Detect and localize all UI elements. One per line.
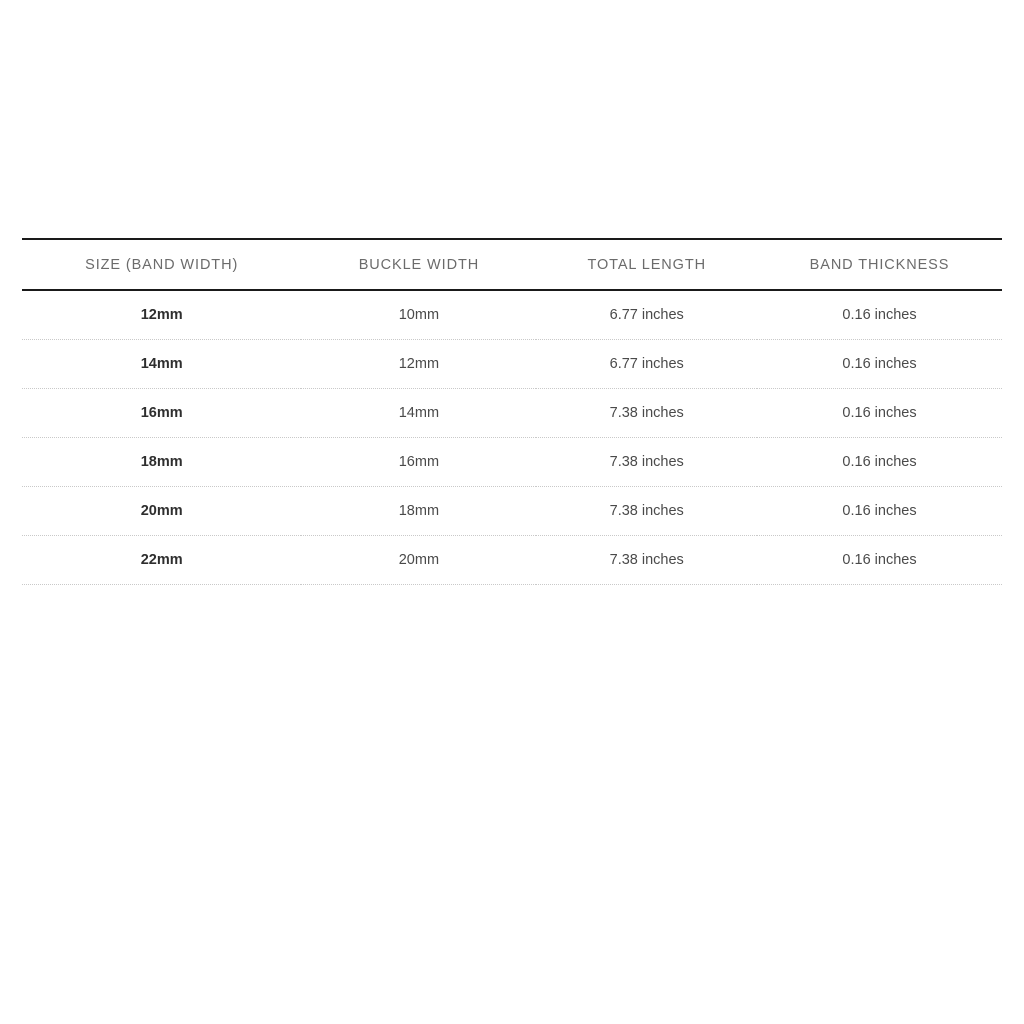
cell-buckle-width: 16mm	[301, 438, 536, 487]
column-header-buckle-width: BUCKLE WIDTH	[358, 257, 480, 273]
table-row	[22, 340, 1002, 389]
cell-buckle-width: 12mm	[301, 340, 536, 389]
cell-band-thickness: 0.16 inches	[757, 340, 1002, 389]
cell-band-thickness: 0.16 inches	[757, 389, 1002, 438]
cell-total-length: 7.38 inches	[536, 389, 757, 438]
column-header-band-thickness: BAND THICKNESS	[809, 257, 950, 273]
column-header-size-band-width: SIZE (BAND WIDTH)	[85, 257, 239, 273]
cell-total-length: 6.77 inches	[536, 340, 757, 389]
table-row	[22, 290, 1002, 340]
cell-size: 22mm	[22, 536, 301, 585]
cell-band-thickness: 0.16 inches	[757, 290, 1002, 340]
cell-size: 14mm	[22, 340, 301, 389]
cell-buckle-width: 10mm	[301, 290, 536, 340]
cell-total-length: 7.38 inches	[536, 536, 757, 585]
cell-band-thickness: 0.16 inches	[757, 487, 1002, 536]
column-header-total-length: TOTAL LENGTH	[587, 257, 706, 273]
cell-total-length: 7.38 inches	[536, 487, 757, 536]
cell-size: 18mm	[22, 438, 301, 487]
cell-band-thickness: 0.16 inches	[757, 536, 1002, 585]
table-body	[22, 290, 1002, 585]
cell-buckle-width: 18mm	[301, 487, 536, 536]
table-row	[22, 536, 1002, 585]
size-chart-table	[22, 238, 1002, 585]
table-row	[22, 487, 1002, 536]
cell-band-thickness: 0.16 inches	[757, 438, 1002, 487]
cell-size: 12mm	[22, 290, 301, 340]
cell-size: 20mm	[22, 487, 301, 536]
table-header-row	[22, 239, 1002, 290]
table-row	[22, 389, 1002, 438]
cell-buckle-width: 20mm	[301, 536, 536, 585]
cell-total-length: 7.38 inches	[536, 438, 757, 487]
cell-total-length: 6.77 inches	[536, 290, 757, 340]
size-chart-container	[22, 238, 1002, 585]
cell-buckle-width: 14mm	[301, 389, 536, 438]
cell-size: 16mm	[22, 389, 301, 438]
table-header	[22, 239, 1002, 290]
table-row	[22, 438, 1002, 487]
